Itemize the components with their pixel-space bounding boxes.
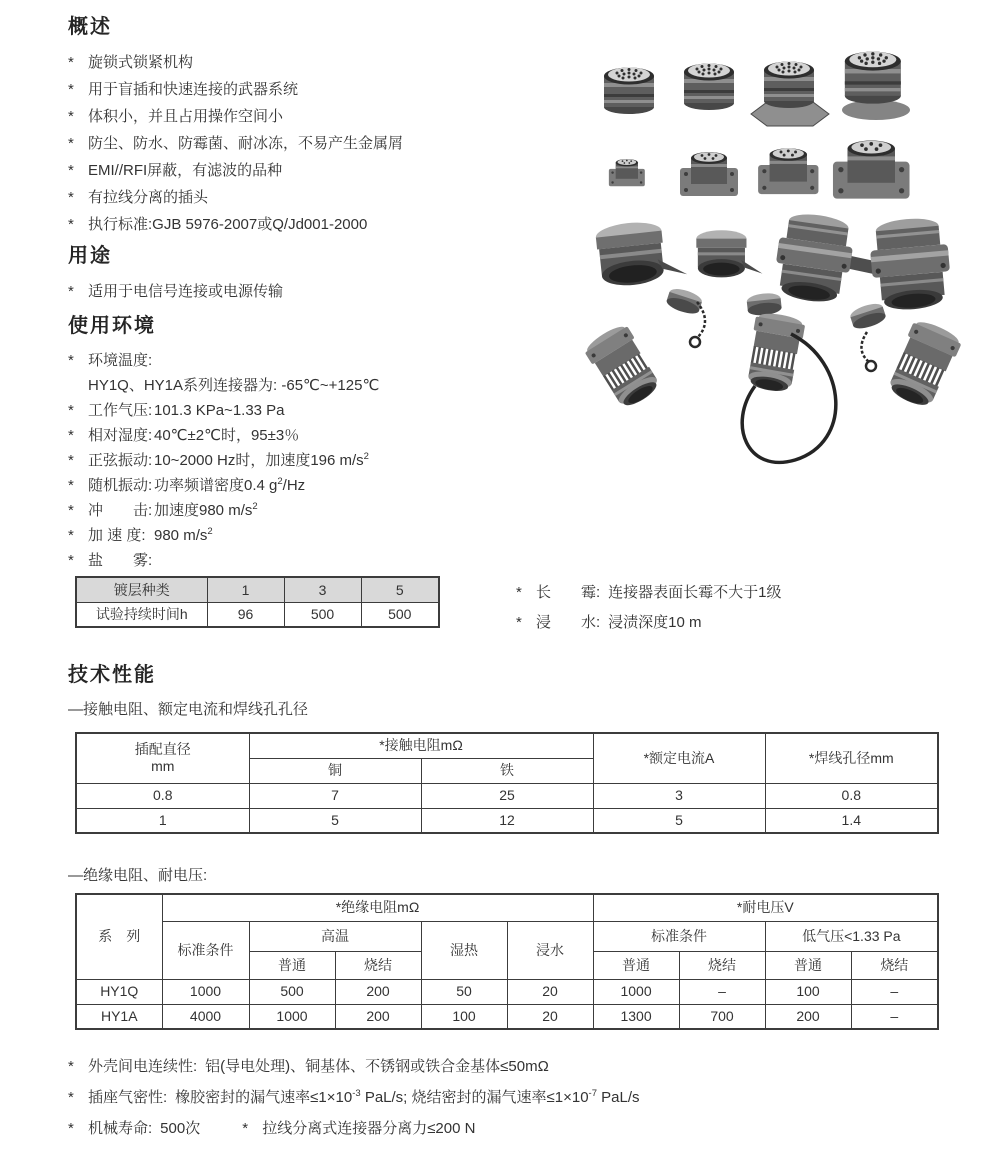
env-line-acceleration bbox=[68, 523, 948, 548]
table-cell: 1000 bbox=[249, 1004, 335, 1029]
table-cell: 500 bbox=[249, 979, 335, 1004]
bullet-marker: * bbox=[68, 216, 74, 233]
table-cell: *焊线孔径mm bbox=[765, 733, 938, 783]
env-label: 盐 雾: bbox=[88, 552, 153, 569]
env-value bbox=[154, 498, 258, 523]
side-note-immersion bbox=[516, 608, 782, 638]
side-note-mould bbox=[516, 578, 782, 608]
table-cell: 0.8 bbox=[76, 783, 249, 808]
bullet-marker: * bbox=[68, 162, 74, 179]
env-line-random-vibration bbox=[68, 473, 948, 498]
table-cell-line: mm bbox=[151, 758, 175, 775]
table-cell: HY1A bbox=[76, 1004, 162, 1029]
table-cell: 500 bbox=[361, 602, 439, 627]
side-note-text: 连接器表面长霉不大于1级 bbox=[608, 584, 782, 601]
env-value bbox=[154, 523, 213, 548]
table-row bbox=[76, 783, 938, 808]
table-cell: 25 bbox=[421, 783, 593, 808]
table-cell: 1 bbox=[207, 577, 284, 602]
table-cell: 湿热 bbox=[421, 921, 507, 979]
table-cell: – bbox=[851, 1004, 938, 1029]
table-cell: 3 bbox=[284, 577, 361, 602]
list-item-text: 有拉线分离的插头 bbox=[88, 189, 209, 206]
table-row bbox=[76, 1004, 938, 1029]
table-cell: 普通 bbox=[593, 951, 679, 979]
env-value bbox=[154, 473, 305, 498]
env-value-text: 功率频谱密度0.4 g bbox=[154, 477, 278, 494]
insulation-withstand-table bbox=[75, 893, 939, 1030]
table-cell bbox=[76, 733, 249, 783]
note-text-part: 橡胶密封的漏气速率≤1×10 bbox=[175, 1089, 353, 1106]
bullet-marker: * bbox=[242, 1120, 249, 1137]
table-cell: *额定电流A bbox=[593, 733, 765, 783]
env-label: 相对湿度: bbox=[88, 427, 153, 444]
table-cell: 标准条件 bbox=[593, 921, 765, 951]
note-label: 外壳间电连续性: bbox=[88, 1058, 198, 1075]
superscript: 2 bbox=[207, 526, 213, 537]
list-item-text: 用于盲插和快速连接的武器系统 bbox=[88, 81, 299, 98]
side-notes bbox=[516, 576, 782, 638]
bullet-marker: * bbox=[516, 614, 522, 631]
table-cell: 20 bbox=[507, 1004, 593, 1029]
superscript: 2 bbox=[277, 476, 283, 487]
table-cell: 标准条件 bbox=[162, 921, 249, 979]
bullet-marker: * bbox=[68, 108, 74, 125]
table-cell: 1 bbox=[76, 808, 249, 833]
table-cell: 系 列 bbox=[76, 894, 162, 979]
env-label: 工作气压: bbox=[88, 402, 153, 419]
bullet-marker: * bbox=[68, 502, 74, 519]
bullet-marker: * bbox=[68, 81, 74, 98]
table-cell: 1000 bbox=[162, 979, 249, 1004]
superscript: 2 bbox=[252, 501, 258, 512]
section-title-usage: 用途 bbox=[68, 245, 112, 267]
table-cell: HY1Q bbox=[76, 979, 162, 1004]
env-value bbox=[154, 448, 369, 473]
bullet-marker: * bbox=[68, 1058, 74, 1075]
subheading-contact: —接触电阻、额定电流和焊线孔孔径 bbox=[68, 701, 309, 718]
table-cell: 50 bbox=[421, 979, 507, 1004]
table-row bbox=[76, 894, 938, 921]
plating-table-zone bbox=[68, 576, 948, 638]
env-label: 加 速 度: bbox=[88, 527, 146, 544]
product-photo bbox=[585, 22, 995, 472]
table-cell: 4000 bbox=[162, 1004, 249, 1029]
side-note-text: 浸渍深度10 m bbox=[608, 614, 702, 631]
table-cell: 200 bbox=[765, 1004, 851, 1029]
plating-duration-table bbox=[75, 576, 440, 628]
table-cell: 镀层种类 bbox=[76, 577, 207, 602]
bullet-marker: * bbox=[516, 584, 522, 601]
connector-row-1 bbox=[604, 52, 910, 126]
table-cell: 500 bbox=[284, 602, 361, 627]
note-text: 铝(导电处理)、铜基体、不锈钢或铁合金基体≤50mΩ bbox=[205, 1058, 549, 1075]
table-cell: 96 bbox=[207, 602, 284, 627]
footer-notes bbox=[68, 1051, 948, 1144]
table-row bbox=[76, 808, 938, 833]
table-cell: 1300 bbox=[593, 1004, 679, 1029]
side-note-label: 长 霉: bbox=[536, 584, 601, 601]
env-value-text: 980 m/s bbox=[154, 527, 208, 544]
note-text bbox=[175, 1082, 639, 1113]
table-cell: 低气压<1.33 Pa bbox=[765, 921, 938, 951]
env-line-salt-fog bbox=[68, 548, 948, 573]
table-cell: 高温 bbox=[249, 921, 421, 951]
bullet-marker: * bbox=[68, 189, 74, 206]
table-cell: 200 bbox=[335, 979, 421, 1004]
bullet-marker: * bbox=[68, 527, 74, 544]
table-cell: 3 bbox=[593, 783, 765, 808]
bullet-marker: * bbox=[68, 477, 74, 494]
list-item-text: EMI//RFI屏蔽，有滤波的品种 bbox=[88, 162, 283, 179]
env-line-shock bbox=[68, 498, 948, 523]
table-cell: 浸水 bbox=[507, 921, 593, 979]
superscript: -3 bbox=[352, 1088, 361, 1099]
contact-resistance-table bbox=[75, 732, 939, 834]
table-cell: 铁 bbox=[421, 758, 593, 783]
note-text-part: PaL/s bbox=[597, 1089, 640, 1106]
connectors-photo-illustration bbox=[585, 22, 995, 472]
note-air-tightness bbox=[68, 1082, 948, 1113]
bullet-marker: * bbox=[68, 283, 74, 300]
note-text-part: PaL/s; 烧结密封的漏气速率≤1×10 bbox=[360, 1089, 589, 1106]
env-value-text: 加速度980 m/s bbox=[154, 502, 253, 519]
table-row bbox=[76, 733, 938, 758]
list-item-text: 体积小，并且占用操作空间小 bbox=[88, 108, 284, 125]
note-text: 拉线分离式连接器分离力≤200 N bbox=[262, 1120, 476, 1137]
section-title-overview: 概述 bbox=[68, 16, 112, 38]
table-cell: – bbox=[851, 979, 938, 1004]
env-label: 随机振动: bbox=[88, 477, 153, 494]
table-cell: – bbox=[679, 979, 765, 1004]
table-cell: 烧结 bbox=[335, 951, 421, 979]
bullet-marker: * bbox=[68, 1089, 74, 1106]
list-item-text: 执行标准:GJB 5976-2007或Q/Jd001-2000 bbox=[88, 216, 368, 233]
table-cell: 烧结 bbox=[679, 951, 765, 979]
note-shell-continuity bbox=[68, 1051, 948, 1082]
table-cell: 5 bbox=[361, 577, 439, 602]
env-value: 40℃±2℃时，95±3％ bbox=[154, 427, 300, 444]
subheading-insulation: —绝缘电阻、耐电压: bbox=[68, 867, 208, 884]
bullet-marker: * bbox=[68, 402, 74, 419]
table-cell: *接触电阻mΩ bbox=[249, 733, 593, 758]
table-row bbox=[76, 979, 938, 1004]
table-row bbox=[76, 921, 938, 951]
connector-row-4 bbox=[585, 286, 964, 463]
table-cell: 100 bbox=[765, 979, 851, 1004]
env-value-text: 10~2000 Hz时，加速度196 m/s bbox=[154, 452, 364, 469]
table-cell: *耐电压V bbox=[593, 894, 938, 921]
table-cell: *绝缘电阻mΩ bbox=[162, 894, 593, 921]
bullet-marker: * bbox=[68, 552, 74, 569]
bullet-marker: * bbox=[68, 452, 74, 469]
table-cell: 5 bbox=[249, 808, 421, 833]
table-cell: 700 bbox=[679, 1004, 765, 1029]
table-cell: 烧结 bbox=[851, 951, 938, 979]
section-title-environment: 使用环境 bbox=[68, 315, 156, 337]
table-cell: 1.4 bbox=[765, 808, 938, 833]
table-cell: 200 bbox=[335, 1004, 421, 1029]
table-cell: 7 bbox=[249, 783, 421, 808]
env-label: 正弦振动: bbox=[88, 452, 153, 469]
list-item-text: 防尘、防水、防霉菌、耐冰冻，不易产生金属屑 bbox=[88, 135, 404, 152]
table-cell: 5 bbox=[593, 808, 765, 833]
note-label: 插座气密性: bbox=[88, 1089, 168, 1106]
note-mechanical-life bbox=[68, 1113, 948, 1144]
env-value: 101.3 KPa~1.33 Pa bbox=[154, 402, 285, 419]
table-row bbox=[76, 577, 439, 602]
bullet-marker: * bbox=[68, 427, 74, 444]
section-title-performance: 技术性能 bbox=[68, 664, 156, 686]
env-label: 冲 击: bbox=[88, 502, 153, 519]
bullet-marker: * bbox=[68, 135, 74, 152]
table-cell: 0.8 bbox=[765, 783, 938, 808]
table-cell: 铜 bbox=[249, 758, 421, 783]
superscript: -7 bbox=[588, 1088, 597, 1099]
list-item-text: 适用于电信号连接或电源传输 bbox=[88, 283, 284, 300]
superscript: 2 bbox=[363, 451, 369, 462]
env-value: HY1Q、HY1A系列连接器为: -65℃~+125℃ bbox=[88, 377, 380, 394]
table-row bbox=[76, 602, 439, 627]
table-cell-line: 插配直径 bbox=[134, 741, 191, 758]
env-value-text: /Hz bbox=[282, 477, 306, 494]
table-cell: 20 bbox=[507, 979, 593, 1004]
bullet-marker: * bbox=[68, 352, 74, 369]
table-cell: 1000 bbox=[593, 979, 679, 1004]
table-cell: 100 bbox=[421, 1004, 507, 1029]
table-cell: 试验持续时间h bbox=[76, 602, 207, 627]
env-label: 环境温度: bbox=[88, 352, 153, 369]
table-cell: 普通 bbox=[765, 951, 851, 979]
list-item-text: 旋锁式锁紧机构 bbox=[88, 54, 194, 71]
note-label: 机械寿命: bbox=[88, 1120, 153, 1137]
bullet-marker: * bbox=[68, 54, 74, 71]
table-cell: 12 bbox=[421, 808, 593, 833]
note-text: 500次 bbox=[160, 1120, 201, 1137]
connector-row-2 bbox=[609, 141, 910, 199]
table-cell: 普通 bbox=[249, 951, 335, 979]
bullet-marker: * bbox=[68, 1120, 74, 1137]
side-note-label: 浸 水: bbox=[536, 614, 601, 631]
